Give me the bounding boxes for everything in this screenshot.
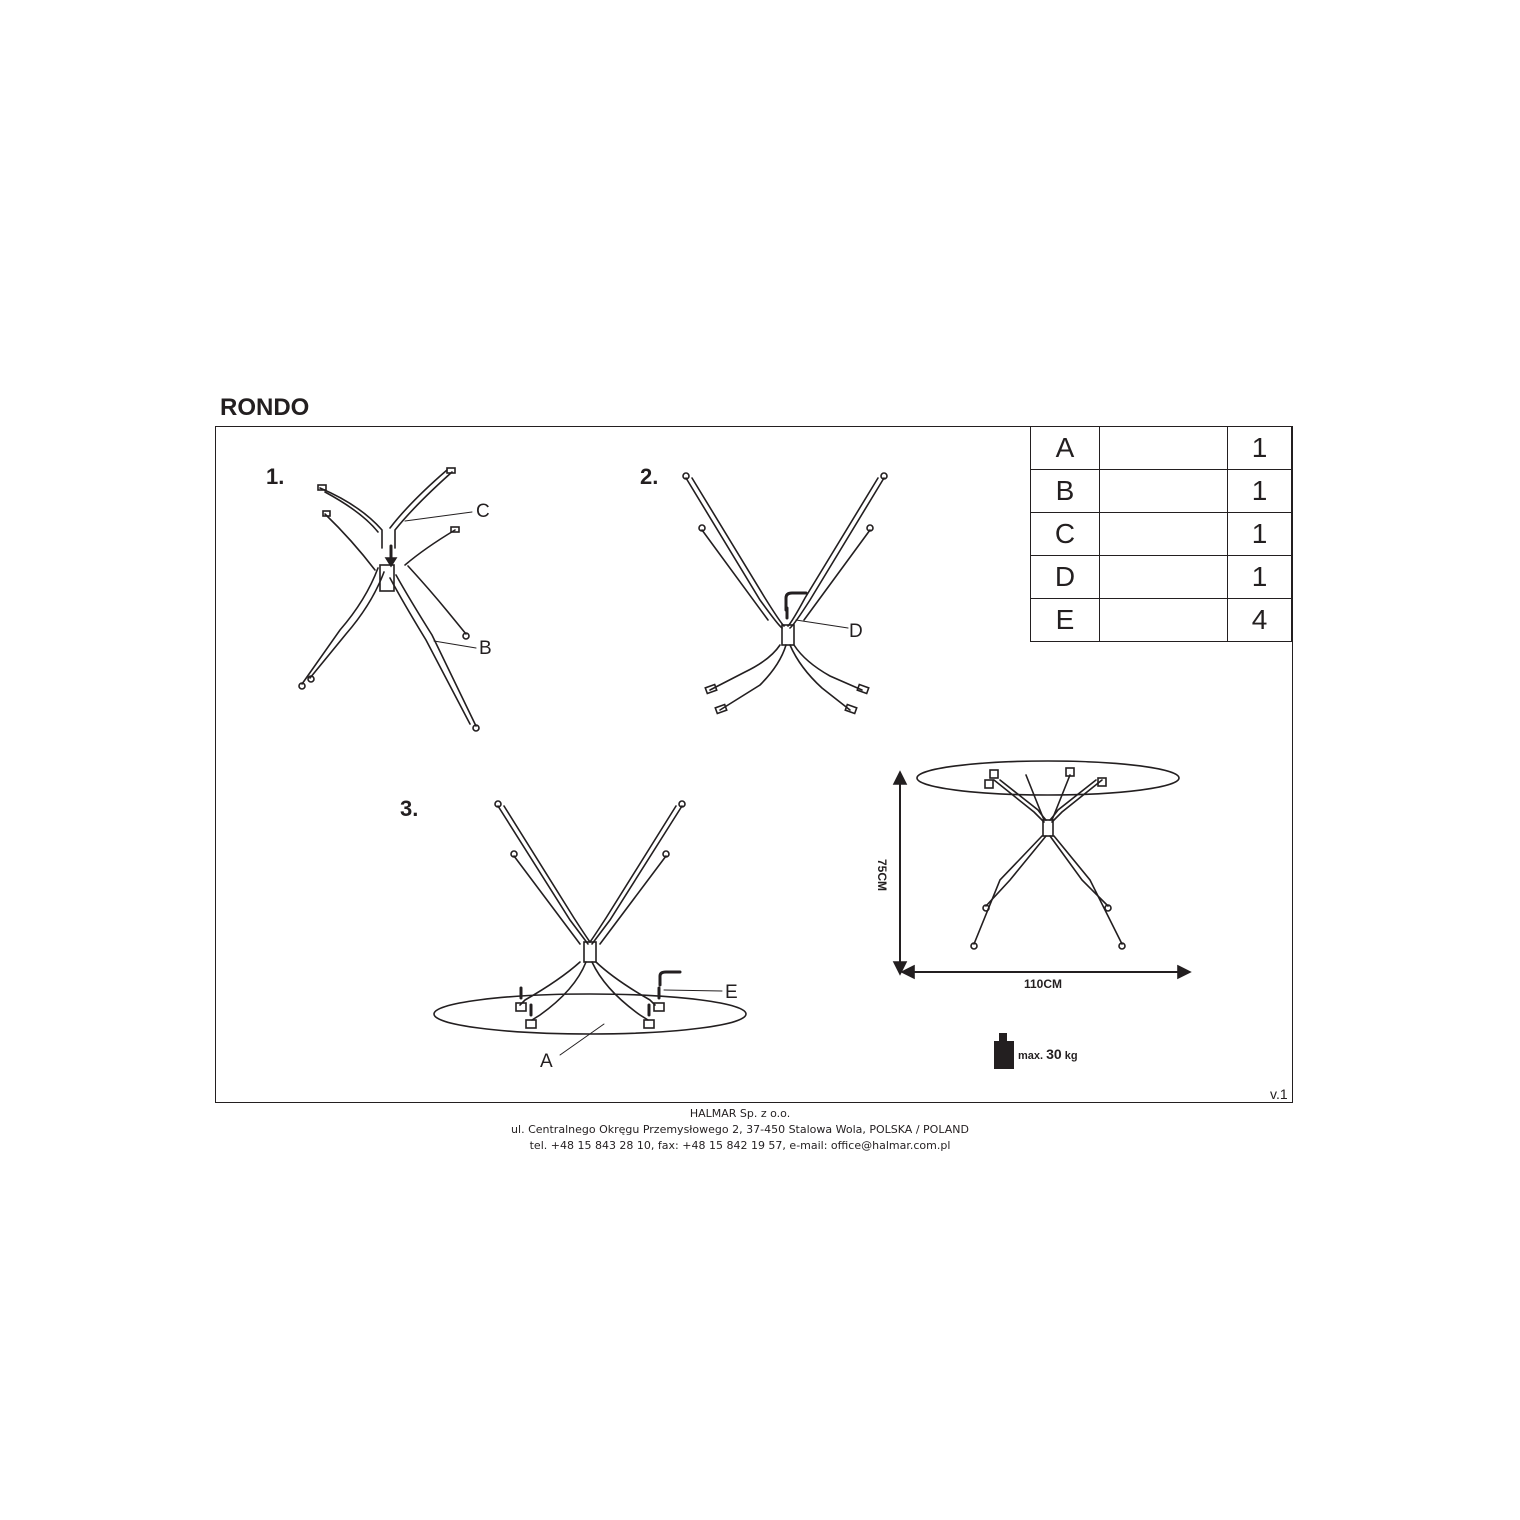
long-screw-icon-cell (1100, 556, 1228, 599)
max-load-unit: kg (1064, 1050, 1078, 1062)
part-qty: 1 (1228, 427, 1292, 470)
step3-frame-on-glass (434, 801, 746, 1055)
callout-c: C (476, 501, 490, 522)
part-letter: E (1031, 599, 1100, 642)
finished-table (894, 761, 1190, 978)
callout-e: E (725, 982, 738, 1003)
max-load-label (1018, 1046, 1078, 1062)
footer-address: ul. Centralnego Okręgu Przemysłowego 2, 37-450 Stalowa Wola, POLSKA / POLAND (511, 1123, 969, 1136)
part-letter: D (1031, 556, 1100, 599)
footer-contact: tel. +48 15 843 28 10, fax: +48 15 842 19 57, e-mail: office@halmar.com.pl (529, 1139, 951, 1152)
part-letter: C (1031, 513, 1100, 556)
height-dimension: 75CM (875, 858, 890, 892)
callout-b: B (479, 638, 492, 659)
part-qty: 1 (1228, 470, 1292, 513)
parts-row (1031, 470, 1292, 513)
part-qty: 1 (1228, 513, 1292, 556)
callout-d: D (849, 621, 863, 642)
footer-company: HALMAR Sp. z o.o. (689, 1107, 791, 1120)
glass-top-icon-cell (1100, 427, 1228, 470)
parts-row (1031, 513, 1292, 556)
step1-leg-frames (299, 468, 479, 731)
step-3-number: 3. (400, 796, 419, 821)
footer (420, 1106, 1060, 1154)
short-screw-icon-cell (1100, 599, 1228, 642)
parts-row (1031, 427, 1292, 470)
parts-row (1031, 599, 1292, 642)
max-load-prefix: max. (1018, 1050, 1044, 1062)
weight-icon (994, 1033, 1014, 1069)
step2-joined-frame (683, 473, 887, 714)
version-label: v.1 (1270, 1086, 1288, 1102)
width-dimension: 110CM (1024, 977, 1063, 991)
part-letter: B (1031, 470, 1100, 513)
part-qty: 1 (1228, 556, 1292, 599)
page-title: RONDO (220, 394, 310, 421)
callout-a: A (540, 1051, 553, 1072)
step-2-number: 2. (640, 464, 659, 489)
step-1-number: 1. (266, 464, 285, 489)
parts-table (1030, 426, 1292, 642)
parts-row (1031, 556, 1292, 599)
max-load-value: 30 (1046, 1046, 1062, 1062)
leg-frame-icon-cell (1100, 470, 1228, 513)
part-letter: A (1031, 427, 1100, 470)
part-qty: 4 (1228, 599, 1292, 642)
leg-frame-icon-cell (1100, 513, 1228, 556)
